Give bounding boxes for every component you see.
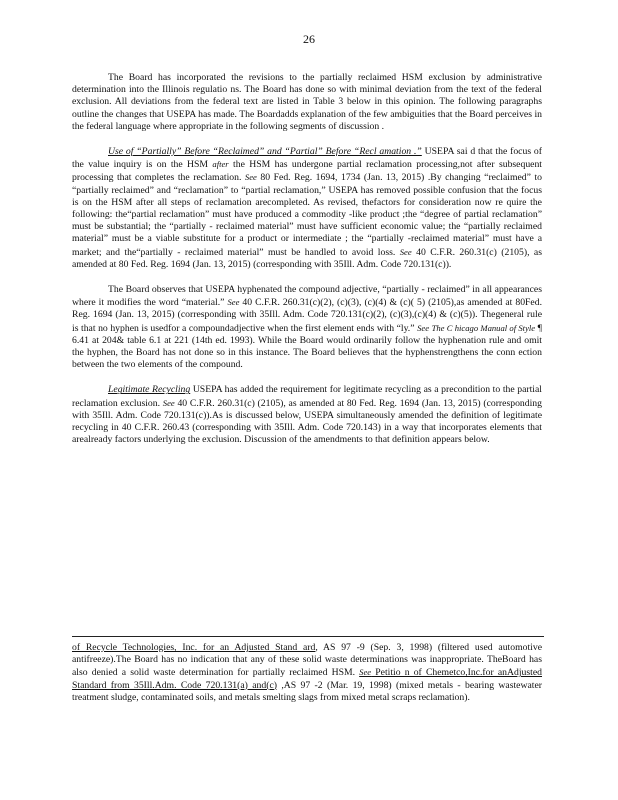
footnote: of Recycle Technologies, Inc. for an Adjusted Stand ard, AS 97 -9 (Sep. 3, 1998) (filtered used automotive antifreeze).The Board has no indication that any of these solid waste determinations was inappropriate. TheBoard has also denied a solid waste determination for partially reclaimed HSM. See Petitio n of Chemetco,Inc.for anAdjusted Standard from 35Ill.Adm. Code 720.131(a) and(c) ,AS 97 -2 (Mar. 19, 1998) (mixed metals - bearing wastewater treatment sludge, contaminated soils, and metals smelting slags from mixed metal scraps reclamation). [72, 642, 543, 703]
paragraph-hyphenation: The Board observes that USEPA hyphenated the compound adjective, “partially - reclaimed” in all appearances where it modifies the word “material.” See 40 C.F.R. 260.31(c)(2), (c)(3), (c)(4) & (c)( 5) (2105),as amended at 80Fed. Reg. 1694 (Jan. 13, 2015) (corresponding with 35Ill. Adm. Code 720.131(c)(2), (c)(3),(c)(4) & (c)(5)). Thegeneral rule is that no hyphen is usedfor a compoundadjective when the first element ends with “ly.” See The C hicago Manual of Style ¶ 6.41 at 204& table 6.1 at 221 (14th ed. 1993). While the Board would ordinarily follow the hyphenation rule and omit the hyphen, the Board has not done so in this instance. The Board believes that the hyphenstrengthens the conn ection between the two elements of the compound. [72, 284, 543, 371]
section-heading-partially: Use of “Partially” Before “Reclaimed” and “Partial” Before “Recl amation .” [108, 146, 422, 158]
section-heading-legitimate: Legitimate Recycling [108, 384, 191, 396]
paragraph-legitimate-recycling: Legitimate Recycling USEPA has added the requirement for legitimate recycling as a precondition to the partial reclamation exclusion. See 40 C.F.R. 260.31(c) (2105), as amended at 80 Fed. Reg. 1694 (Jan. 13, 2015) (corresponding with 35Ill. Adm. Code 720.131(c)).As is discussed below, USEPA simultaneously amended the definition of legitimate recycling in 40 C.F.R. 260.43 (corresponding with 35Ill. Adm. Code 720.143) in a way that incorporates elements that arealready factors underlying the exclusion. Discussion of the amendments to that definition appears below. [72, 384, 542, 446]
footnote-divider [72, 636, 544, 637]
paragraph-incorporation: The Board has incorporated the revisions to the partially reclaimed HSM exclusion by administrative determination into the Illinois regulatio ns. The Board has done so with minimal deviation from the text of the federal exclusion. All deviations from the federal text are listed in Table 3 below in this opinion. The following paragraphs outline the changes that USEPA has made. The Boardadds explanation of the few ambiguities that the Board perceives in the federal language where appropriate in the following segments of discussion . [72, 72, 542, 132]
paragraph-partially-reclaimed: Use of “Partially” Before “Reclaimed” and “Partial” Before “Recl amation .” USEPA sai d that the focus of the value inquiry is on the HSM after the HSM has undergone partial reclamation processing,not after subsequent processing that completes the reclamation. See 80 Fed. Reg. 1694, 1734 (Jan. 13, 2015) .By changing “reclaimed” to “partially reclaimed” and “reclamation” to “partial reclamation,” USEPA has removed possible confusion that the focus is on the HSM after all steps of reclamation arecompleted. As revised, thefactors for consideration now re quire the following: the“partial reclamation” must have produced a commodity -like product ;the “degree of partial reclamation” must be substantial; the “partially - reclaimed material” must have sufficient economic value; the “partially reclaimed material” must be a viable substitute for a product or intermediate ; the “partially -reclaimed material” must have a market; and the“partially - reclaimed material” must be handled to avoid loss. See 40 C.F.R. 260.31(c) (2105), as amended at 80 Fed. Reg. 1694 (Jan. 13, 2015) (corresponding with 35Ill. Adm. Code 720.131(c)). [72, 146, 543, 270]
page-number: 26 [303, 32, 315, 46]
opinion-body [72, 72, 542, 459]
book-title: The C hicago Manual of Style [431, 322, 536, 333]
